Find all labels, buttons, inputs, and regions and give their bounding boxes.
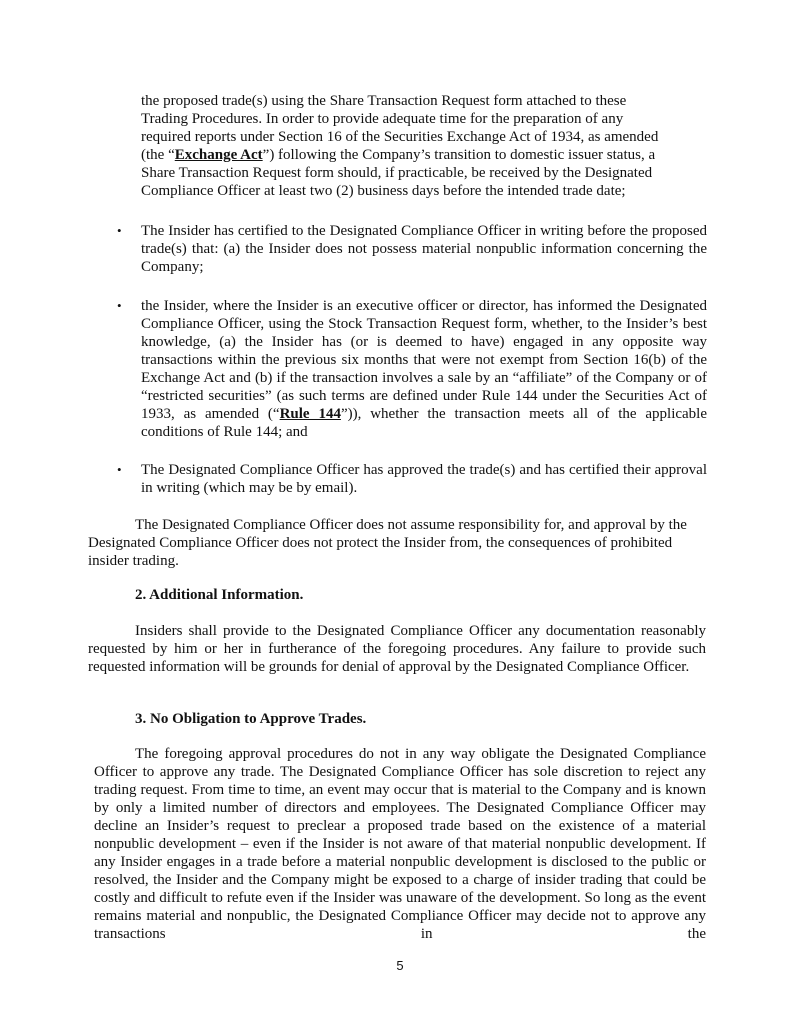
section-heading-no-obligation: 3. No Obligation to Approve Trades. [135, 711, 367, 727]
defined-term-exchange-act: Exchange Act [174, 147, 263, 163]
bullet-text-after: ”)), whether the transaction meets all of the applicable conditions of Rule 144; and [141, 406, 708, 440]
no-obligation-paragraph: The foregoing approval procedures do not in any way obligate the Designated Compliance Officer to approve any trade. The Designated Compliance Officer has sole discretion to reject any trading request. From time to time, an event may occur that is material to the Company and is known by only a limited number of directors and employees. The Designated Compliance Officer may decline an Insider’s request to preclear a proposed trade based on the existence of a material nonpublic development – even if the Insider is not aware of that material nonpublic development. If any Insider engages in a trade before a material nonpublic development is disclosed to the public or resolved, the Insider and the Company might be exposed to a charge of insider trading that could be costly and difficult to refute even if the Insider was unaware of the development. So long as the event remains material and nonpublic, the Designated Compliance Officer may decide not to approve any transactions in the [94, 746, 706, 942]
bullet-item-certified: The Insider has certified to the Designated Compliance Officer in writing before the proposed trade(s) that: (a) the Insider does not possess material nonpublic information concerning the Company; [141, 223, 707, 275]
bullet-text-before: the Insider, where the Insider is an executive officer or director, has informed the Designated Compliance Officer, using the Stock Transaction Request form, whether, to the Insider’s best knowledge, (a) the Insider has (or is deemed to have) engaged in any opposite way transactions within the previous six months that were not exempt from Section 16(b) of the Exchange Act and (b) if the transaction involves a sale by an “affiliate” of the Company or of “restricted securities” (as such terms are defined under Rule 144 under the Securities Act of 1933, as amended (“ [141, 298, 707, 422]
disclaimer-paragraph: The Designated Compliance Officer does not assume responsibility for, and approval by the Designated Compliance Officer does not protect the Insider from, the consequences of prohibited insider trading. [88, 517, 687, 569]
page-number: 5 [396, 958, 404, 973]
section-heading-additional-information: 2. Additional Information. [135, 587, 304, 603]
defined-term-rule-144: Rule 144 [279, 406, 341, 422]
paragraph-text-before: the proposed trade(s) using the Share Transaction Request form attached to these Trading Procedures. In order to provide adequate time for the preparation of any required reports under Section 16 of the Securities Exchange Act of 1934, as amended (the “ [141, 93, 659, 163]
bullet-icon: • [117, 298, 122, 313]
paragraph-text-after: ”) following the Company’s transition to domestic issuer status, a Share Transaction Request form should, if practicable, be received by the Designated Compliance Officer at least two (2) business days before the intended trade date; [141, 147, 656, 199]
paragraph-share-transaction-request [141, 92, 659, 200]
bullet-icon: • [117, 462, 122, 477]
bullet-item-informed [141, 297, 707, 441]
bullet-icon: • [117, 223, 122, 238]
additional-information-paragraph: Insiders shall provide to the Designated Compliance Officer any documentation reasonably requested by him or her in furtherance of the foregoing procedures. Any failure to provide such requested information will be grounds for denial of approval by the Designated Compliance Officer. [88, 623, 706, 675]
bullet-item-approved: The Designated Compliance Officer has approved the trade(s) and has certified their approval in writing (which may be by email). [141, 462, 707, 496]
